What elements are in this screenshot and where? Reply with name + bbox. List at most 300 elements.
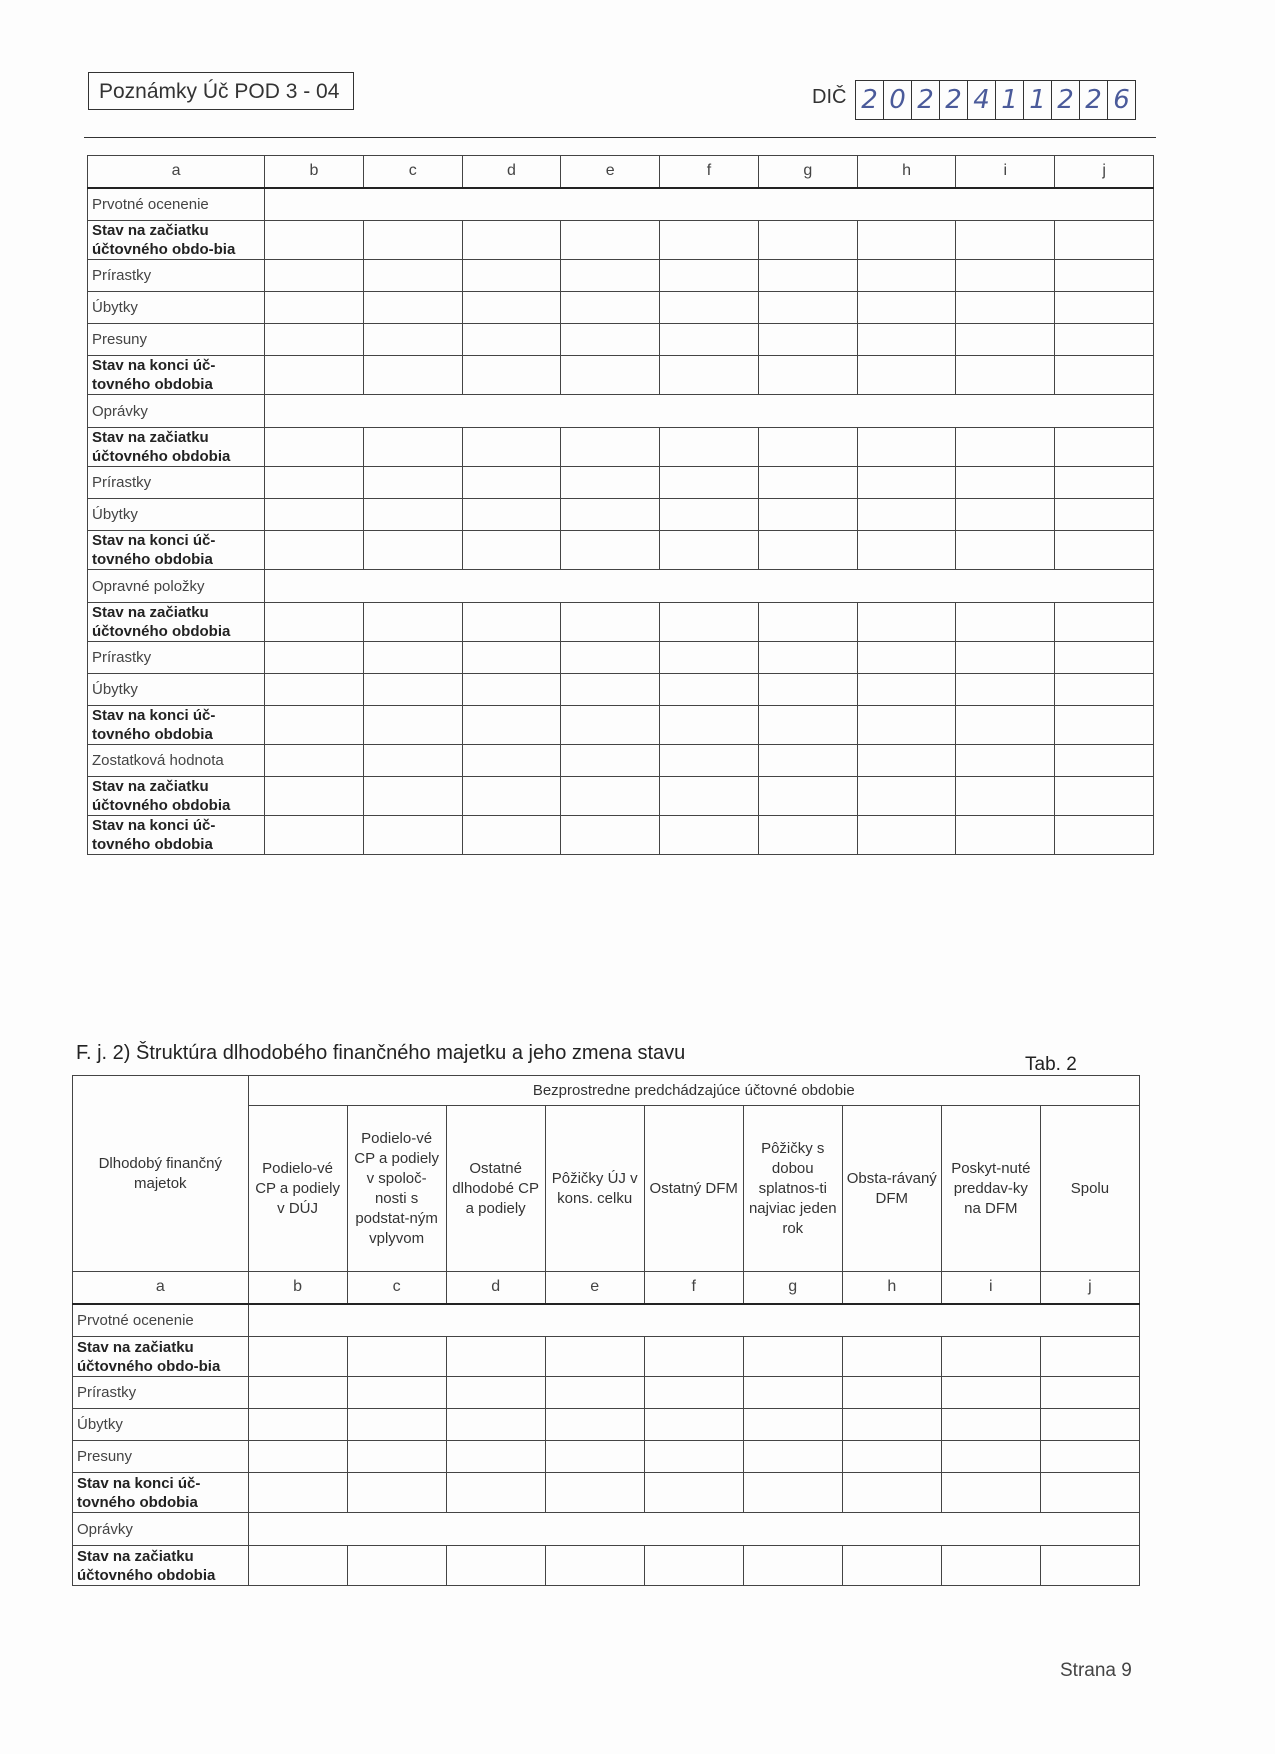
value-cell[interactable] [462,816,561,855]
column-letter: a [73,1272,249,1304]
table-row [88,816,1154,855]
value-cell[interactable] [857,356,956,395]
value-cell[interactable] [857,674,956,706]
value-cell[interactable] [743,1337,842,1377]
dic-digit: 1 [996,81,1024,119]
value-cell[interactable] [758,531,857,570]
value-cell[interactable] [842,1473,941,1513]
value-cell[interactable] [265,777,364,816]
dic-field [855,80,1136,120]
table-row [88,428,1154,467]
value-cell[interactable] [660,292,759,324]
value-cell[interactable] [561,816,660,855]
value-cell[interactable] [363,260,462,292]
value-cell[interactable] [660,706,759,745]
value-cell[interactable] [956,428,1055,467]
value-cell[interactable] [1055,777,1154,816]
value-cell[interactable] [956,706,1055,745]
value-cell[interactable] [462,324,561,356]
table-row [88,467,1154,499]
value-cell[interactable] [941,1546,1040,1586]
section-span-cell [265,188,1154,221]
column-letter-row [73,1272,1140,1304]
value-cell[interactable] [1040,1409,1139,1441]
value-cell[interactable] [446,1473,545,1513]
value-cell[interactable] [758,221,857,260]
value-cell[interactable] [758,467,857,499]
column-header: Spolu [1040,1106,1139,1272]
value-cell[interactable] [758,603,857,642]
value-cell[interactable] [758,356,857,395]
value-cell[interactable] [347,1337,446,1377]
value-cell[interactable] [660,674,759,706]
row-label: Stav na konci úč-tovného obdobia [88,816,265,855]
section-span-cell [265,395,1154,428]
value-cell[interactable] [462,499,561,531]
column-letter-row [88,156,1154,188]
value-cell[interactable] [644,1377,743,1409]
value-cell[interactable] [545,1546,644,1586]
value-cell[interactable] [363,356,462,395]
value-cell[interactable] [941,1377,1040,1409]
row-label: Stav na konci úč-tovného obdobia [88,706,265,745]
row-header: Dlhodobý finančný majetok [73,1076,249,1272]
value-cell[interactable] [660,467,759,499]
table-row [73,1409,1140,1441]
column-letter: j [1055,156,1154,188]
value-cell[interactable] [545,1409,644,1441]
value-cell[interactable] [956,499,1055,531]
column-letter: e [545,1272,644,1304]
divider [84,137,1156,138]
value-cell[interactable] [857,428,956,467]
value-cell[interactable] [842,1546,941,1586]
table-row [88,292,1154,324]
value-cell[interactable] [1055,292,1154,324]
column-header: Ostatný DFM [644,1106,743,1272]
value-cell[interactable] [446,1546,545,1586]
column-letter: c [363,156,462,188]
value-cell[interactable] [462,467,561,499]
table-row [88,570,1154,603]
row-label: Presuny [73,1441,249,1473]
table-row [88,603,1154,642]
value-cell[interactable] [1055,499,1154,531]
value-cell[interactable] [956,674,1055,706]
value-cell[interactable] [347,1441,446,1473]
value-cell[interactable] [363,816,462,855]
column-header: Ostatné dlhodobé CP a podiely [446,1106,545,1272]
value-cell[interactable] [462,603,561,642]
value-cell[interactable] [1040,1441,1139,1473]
value-cell[interactable] [956,777,1055,816]
value-cell[interactable] [363,531,462,570]
value-cell[interactable] [1040,1337,1139,1377]
column-letter: f [660,156,759,188]
row-label: Stav na konci úč-tovného obdobia [88,531,265,570]
value-cell[interactable] [956,324,1055,356]
value-cell[interactable] [956,603,1055,642]
value-cell[interactable] [248,1337,347,1377]
row-label: Prvotné ocenenie [73,1304,249,1337]
value-cell[interactable] [545,1377,644,1409]
value-cell[interactable] [743,1546,842,1586]
value-cell[interactable] [857,221,956,260]
dic-digit: 2 [940,81,968,119]
row-label: Zostatková hodnota [88,745,265,777]
group-header-row [73,1076,1140,1106]
value-cell[interactable] [956,531,1055,570]
value-cell[interactable] [1055,428,1154,467]
value-cell[interactable] [758,499,857,531]
row-label: Oprávky [73,1513,249,1546]
row-label: Stav na začiatku účtovného obdo-bia [73,1337,249,1377]
value-cell[interactable] [462,260,561,292]
row-label: Úbytky [88,674,265,706]
value-cell[interactable] [758,674,857,706]
column-letter: d [446,1272,545,1304]
table-row [73,1473,1140,1513]
value-cell[interactable] [265,356,364,395]
value-cell[interactable] [660,777,759,816]
value-cell[interactable] [758,292,857,324]
value-cell[interactable] [561,674,660,706]
value-cell[interactable] [545,1337,644,1377]
value-cell[interactable] [941,1473,1040,1513]
value-cell[interactable] [446,1337,545,1377]
table-row [73,1304,1140,1337]
section-span-cell [248,1304,1139,1337]
value-cell[interactable] [265,706,364,745]
row-label: Stav na konci úč-tovného obdobia [73,1473,249,1513]
value-cell[interactable] [842,1409,941,1441]
value-cell[interactable] [956,642,1055,674]
value-cell[interactable] [758,745,857,777]
value-cell[interactable] [265,531,364,570]
value-cell[interactable] [446,1377,545,1409]
value-cell[interactable] [462,706,561,745]
value-cell[interactable] [561,467,660,499]
value-cell[interactable] [956,816,1055,855]
value-cell[interactable] [644,1441,743,1473]
value-cell[interactable] [545,1441,644,1473]
value-cell[interactable] [363,499,462,531]
table-row [88,356,1154,395]
column-letter: c [347,1272,446,1304]
value-cell[interactable] [1055,642,1154,674]
value-cell[interactable] [347,1377,446,1409]
column-letter: e [561,156,660,188]
column-letter: g [743,1272,842,1304]
value-cell[interactable] [743,1441,842,1473]
table-row [88,395,1154,428]
column-header: Poskyt-nuté preddav-ky na DFM [941,1106,1040,1272]
value-cell[interactable] [758,642,857,674]
table-row [88,674,1154,706]
value-cell[interactable] [248,1441,347,1473]
value-cell[interactable] [561,260,660,292]
value-cell[interactable] [1040,1546,1139,1586]
value-cell[interactable] [842,1337,941,1377]
value-cell[interactable] [743,1473,842,1513]
table-row [88,260,1154,292]
table-row [88,777,1154,816]
value-cell[interactable] [265,324,364,356]
value-cell[interactable] [1055,356,1154,395]
table-label: Tab. 2 [1025,1054,1077,1075]
value-cell[interactable] [1055,221,1154,260]
value-cell[interactable] [1055,467,1154,499]
table-row [73,1546,1140,1586]
value-cell[interactable] [1055,531,1154,570]
value-cell[interactable] [561,428,660,467]
value-cell[interactable] [363,221,462,260]
value-cell[interactable] [248,1377,347,1409]
value-cell[interactable] [265,745,364,777]
row-label: Prírastky [88,260,265,292]
value-cell[interactable] [857,603,956,642]
value-cell[interactable] [561,531,660,570]
value-cell[interactable] [941,1337,1040,1377]
value-cell[interactable] [347,1409,446,1441]
value-cell[interactable] [462,531,561,570]
value-cell[interactable] [1055,706,1154,745]
dic-digit: 2 [1052,81,1080,119]
value-cell[interactable] [857,816,956,855]
value-cell[interactable] [660,603,759,642]
column-letter: i [956,156,1055,188]
value-cell[interactable] [956,467,1055,499]
value-cell[interactable] [644,1546,743,1586]
dic-digit: 2 [856,81,884,119]
table-row [73,1337,1140,1377]
value-cell[interactable] [363,428,462,467]
value-cell[interactable] [857,531,956,570]
value-cell[interactable] [265,674,364,706]
column-letter: d [462,156,561,188]
value-cell[interactable] [857,499,956,531]
row-label: Stav na začiatku účtovného obdobia [73,1546,249,1586]
row-label: Opravné položky [88,570,265,603]
row-label: Úbytky [88,499,265,531]
value-cell[interactable] [956,745,1055,777]
value-cell[interactable] [561,603,660,642]
value-cell[interactable] [842,1377,941,1409]
dic-digit: 4 [968,81,996,119]
row-label: Stav na začiatku účtovného obdobia [88,777,265,816]
value-cell[interactable] [1055,674,1154,706]
value-cell[interactable] [660,221,759,260]
row-label: Prírastky [88,642,265,674]
value-cell[interactable] [743,1409,842,1441]
value-cell[interactable] [561,324,660,356]
value-cell[interactable] [758,260,857,292]
value-cell[interactable] [363,292,462,324]
value-cell[interactable] [248,1409,347,1441]
value-cell[interactable] [956,356,1055,395]
value-cell[interactable] [545,1473,644,1513]
table-row [88,642,1154,674]
value-cell[interactable] [857,706,956,745]
value-cell[interactable] [462,292,561,324]
value-cell[interactable] [644,1473,743,1513]
value-cell[interactable] [363,467,462,499]
value-cell[interactable] [265,260,364,292]
column-header: Pôžičky s dobou splatnos-ti najviac jeden rok [743,1106,842,1272]
table-row [88,531,1154,570]
value-cell[interactable] [857,745,956,777]
value-cell[interactable] [446,1409,545,1441]
value-cell[interactable] [265,499,364,531]
value-cell[interactable] [363,745,462,777]
value-cell[interactable] [857,777,956,816]
row-label: Stav na konci úč-tovného obdobia [88,356,265,395]
value-cell[interactable] [265,467,364,499]
value-cell[interactable] [265,642,364,674]
row-label: Prvotné ocenenie [88,188,265,221]
value-cell[interactable] [1055,260,1154,292]
value-cell[interactable] [265,292,364,324]
row-label: Stav na začiatku účtovného obdo-bia [88,221,265,260]
group-header: Bezprostredne predchádzajúce účtovné obdobie [248,1076,1139,1106]
value-cell[interactable] [265,816,364,855]
value-cell[interactable] [561,292,660,324]
form-id-box: Poznámky Úč POD 3 - 04 [88,72,354,110]
value-cell[interactable] [462,642,561,674]
value-cell[interactable] [644,1409,743,1441]
value-cell[interactable] [660,428,759,467]
value-cell[interactable] [857,467,956,499]
value-cell[interactable] [347,1546,446,1586]
value-cell[interactable] [758,706,857,745]
value-cell[interactable] [758,777,857,816]
value-cell[interactable] [956,260,1055,292]
value-cell[interactable] [1055,603,1154,642]
column-letter: g [758,156,857,188]
value-cell[interactable] [363,324,462,356]
value-cell[interactable] [561,706,660,745]
value-cell[interactable] [1055,324,1154,356]
table-financial-assets [72,1075,1140,1586]
value-cell[interactable] [941,1441,1040,1473]
value-cell[interactable] [660,356,759,395]
page-number: Strana 9 [1060,1660,1132,1681]
value-cell[interactable] [248,1546,347,1586]
row-label: Prírastky [88,467,265,499]
dic-digit: 2 [1080,81,1108,119]
column-letter: b [265,156,364,188]
table-row [88,745,1154,777]
table-row [88,188,1154,221]
row-label: Stav na začiatku účtovného obdobia [88,428,265,467]
value-cell[interactable] [363,777,462,816]
column-letter: a [88,156,265,188]
value-cell[interactable] [363,603,462,642]
value-cell[interactable] [363,674,462,706]
value-cell[interactable] [758,428,857,467]
column-header: Obsta-rávaný DFM [842,1106,941,1272]
value-cell[interactable] [561,356,660,395]
section-span-cell [248,1513,1139,1546]
value-cell[interactable] [660,642,759,674]
value-cell[interactable] [462,745,561,777]
value-cell[interactable] [660,499,759,531]
table-row [88,706,1154,745]
value-cell[interactable] [462,674,561,706]
value-cell[interactable] [660,324,759,356]
dic-digit: 2 [912,81,940,119]
value-cell[interactable] [941,1409,1040,1441]
value-cell[interactable] [857,260,956,292]
value-cell[interactable] [462,356,561,395]
row-label: Presuny [88,324,265,356]
value-cell[interactable] [660,816,759,855]
value-cell[interactable] [857,324,956,356]
value-cell[interactable] [1040,1473,1139,1513]
value-cell[interactable] [1055,816,1154,855]
value-cell[interactable] [462,428,561,467]
table-row [73,1513,1140,1546]
value-cell[interactable] [347,1473,446,1513]
table-row [73,1441,1140,1473]
column-letter: h [842,1272,941,1304]
value-cell[interactable] [561,499,660,531]
value-cell[interactable] [1040,1377,1139,1409]
value-cell[interactable] [857,292,956,324]
value-cell[interactable] [462,777,561,816]
value-cell[interactable] [561,745,660,777]
section-title: F. j. 2) Štruktúra dlhodobého finančného majetku a jeho zmena stavu [76,1042,686,1064]
table-row [73,1377,1140,1409]
column-letter: i [941,1272,1040,1304]
value-cell[interactable] [265,221,364,260]
dic-digit: 0 [884,81,912,119]
value-cell[interactable] [561,777,660,816]
value-cell[interactable] [956,292,1055,324]
value-cell[interactable] [446,1441,545,1473]
value-cell[interactable] [956,221,1055,260]
value-cell[interactable] [660,745,759,777]
value-cell[interactable] [248,1473,347,1513]
column-letter: h [857,156,956,188]
row-label: Prírastky [73,1377,249,1409]
value-cell[interactable] [743,1377,842,1409]
column-letter: f [644,1272,743,1304]
value-cell[interactable] [265,603,364,642]
value-cell[interactable] [363,706,462,745]
table-asset-changes [87,155,1154,855]
value-cell[interactable] [462,221,561,260]
value-cell[interactable] [363,642,462,674]
value-cell[interactable] [660,260,759,292]
row-label: Oprávky [88,395,265,428]
value-cell[interactable] [660,531,759,570]
value-cell[interactable] [842,1441,941,1473]
row-label: Stav na začiatku účtovného obdobia [88,603,265,642]
value-cell[interactable] [561,642,660,674]
value-cell[interactable] [758,816,857,855]
column-header: Pôžičky ÚJ v kons. celku [545,1106,644,1272]
value-cell[interactable] [644,1337,743,1377]
value-cell[interactable] [265,428,364,467]
column-header: Podielo-vé CP a podiely v DÚJ [248,1106,347,1272]
table-row [88,499,1154,531]
value-cell[interactable] [758,324,857,356]
value-cell[interactable] [561,221,660,260]
value-cell[interactable] [857,642,956,674]
value-cell[interactable] [1055,745,1154,777]
section-span-cell [265,570,1154,603]
